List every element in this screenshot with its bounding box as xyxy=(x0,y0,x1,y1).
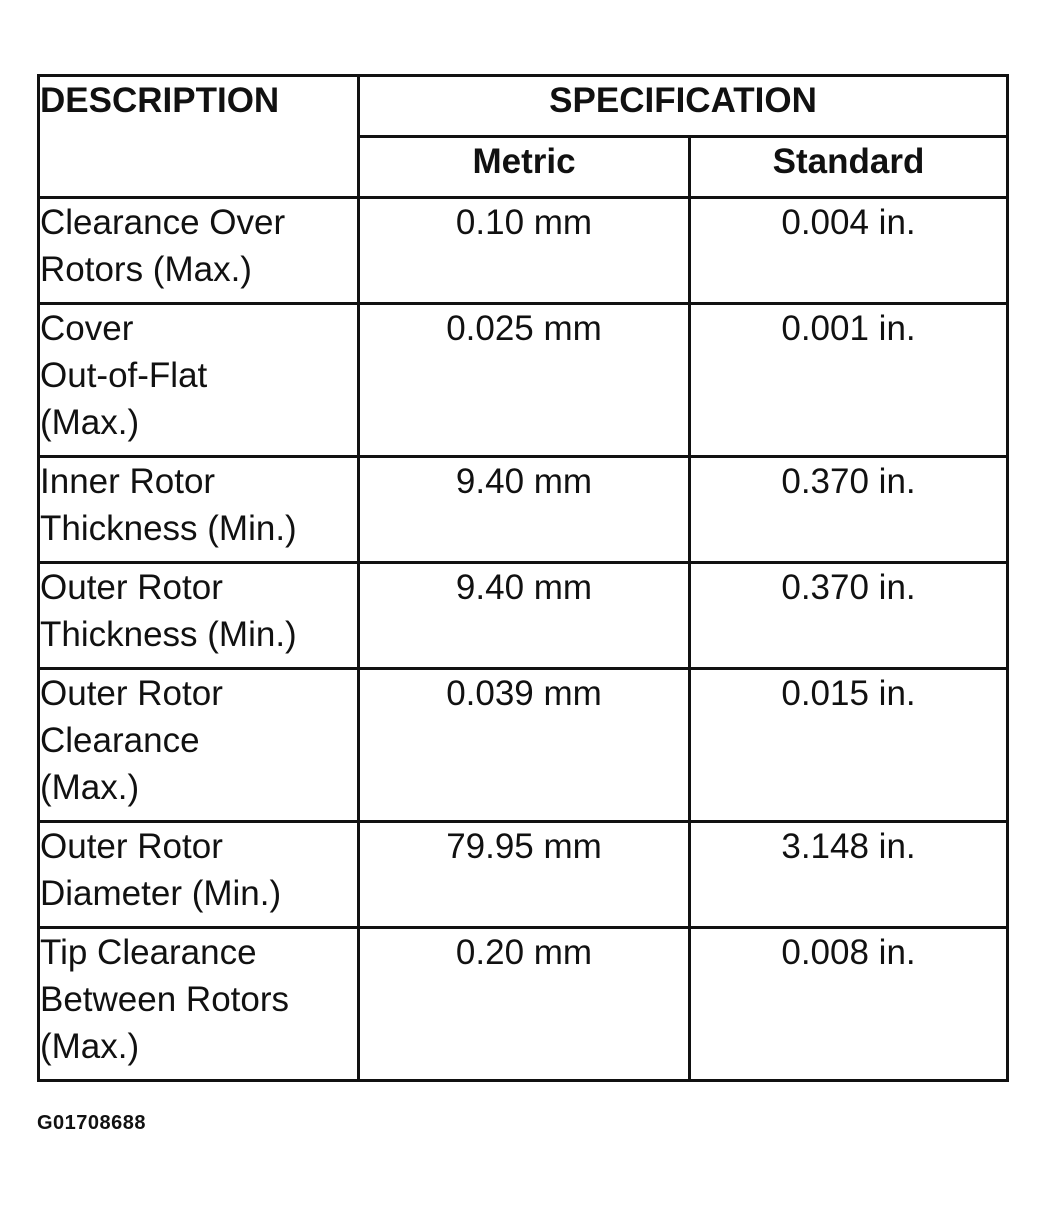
header-metric: Metric xyxy=(359,137,690,198)
metric-value: 0.20 mm xyxy=(359,928,690,1081)
table-row xyxy=(39,669,1008,822)
standard-value: 0.001 in. xyxy=(690,304,1008,457)
description-line: Outer Rotor xyxy=(40,568,223,607)
figure-id: G01708688 xyxy=(37,1112,147,1134)
specification-table xyxy=(37,74,1009,1082)
header-description: DESCRIPTION xyxy=(39,76,359,198)
description-line: Inner Rotor xyxy=(40,462,216,501)
description-line: Cover xyxy=(40,309,134,348)
description-line: Diameter (Min.) xyxy=(40,874,282,913)
description-line: Rotors (Max.) xyxy=(40,250,252,289)
standard-value: 0.370 in. xyxy=(690,457,1008,563)
description-line: Outer Rotor xyxy=(40,674,223,713)
standard-value: 0.370 in. xyxy=(690,563,1008,669)
description-line: Outer Rotor xyxy=(40,827,223,866)
header-specification: SPECIFICATION xyxy=(359,76,1008,137)
description-line: Clearance Over xyxy=(40,203,286,242)
metric-value: 0.10 mm xyxy=(359,198,690,304)
table-row xyxy=(39,198,1008,304)
row-description xyxy=(39,304,359,457)
row-description xyxy=(39,563,359,669)
description-line: Thickness (Min.) xyxy=(40,615,297,654)
table-row xyxy=(39,563,1008,669)
header-standard: Standard xyxy=(690,137,1008,198)
metric-value: 9.40 mm xyxy=(359,563,690,669)
standard-value: 0.004 in. xyxy=(690,198,1008,304)
table-row xyxy=(39,822,1008,928)
description-line: (Max.) xyxy=(40,403,140,442)
table-row xyxy=(39,928,1008,1081)
description-line: Thickness (Min.) xyxy=(40,509,297,548)
table-row xyxy=(39,457,1008,563)
description-line: Out-of-Flat xyxy=(40,356,208,395)
description-line: (Max.) xyxy=(40,768,140,807)
metric-value: 0.039 mm xyxy=(359,669,690,822)
description-line: Clearance xyxy=(40,721,200,760)
row-description xyxy=(39,928,359,1081)
standard-value: 0.015 in. xyxy=(690,669,1008,822)
row-description xyxy=(39,198,359,304)
standard-value: 3.148 in. xyxy=(690,822,1008,928)
metric-value: 9.40 mm xyxy=(359,457,690,563)
standard-value: 0.008 in. xyxy=(690,928,1008,1081)
description-line: (Max.) xyxy=(40,1027,140,1066)
description-line: Between Rotors xyxy=(40,980,290,1019)
row-description xyxy=(39,669,359,822)
description-line: Tip Clearance xyxy=(40,933,257,972)
table-row xyxy=(39,304,1008,457)
row-description xyxy=(39,457,359,563)
metric-value: 0.025 mm xyxy=(359,304,690,457)
row-description xyxy=(39,822,359,928)
metric-value: 79.95 mm xyxy=(359,822,690,928)
